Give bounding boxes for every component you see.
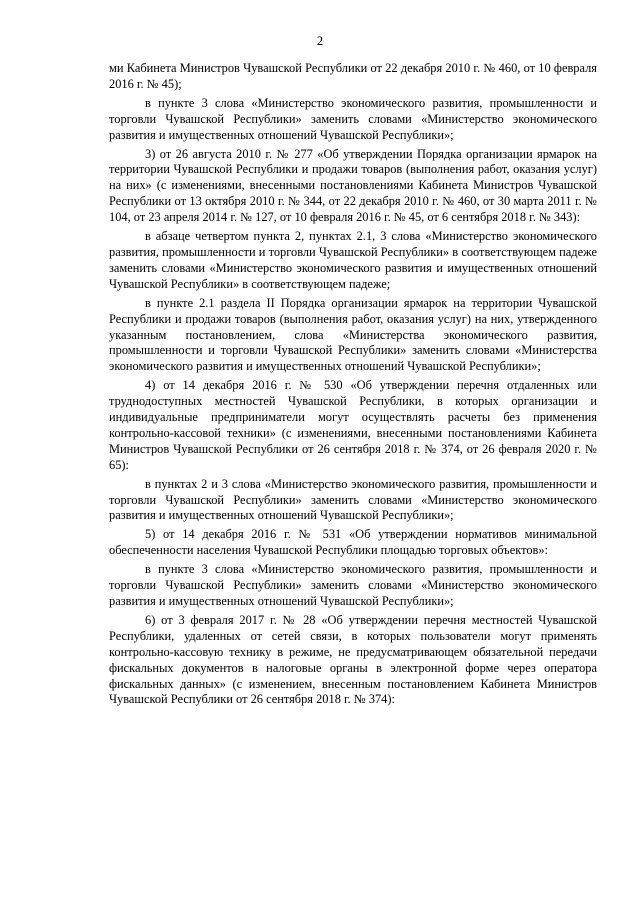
paragraph-continuation: ми Кабинета Министров Чувашской Республики от 22 декабря 2010 г. № 460, от 10 февраля 2016 г. № 45); <box>109 61 597 91</box>
paragraph-item-3: 3) от 26 августа 2010 г. № 277 «Об утверждении Порядка организации ярмарок на территории Чувашской Республики и продажи товаров (выполнения работ, оказания услуг) на них» (с изменениями, внесенными постановлениями Кабинета Министров Чувашской Республики от 13 октября 2010 г. № 344, от 22 декабря 2010 г. № 460, от 30 марта 2011 г. № 104, от 23 апреля 2014 г. № 127, от 10 февраля 2016 г. № 45, от 6 сентября 2018 г. № 343): <box>109 146 597 225</box>
page-number: 2 <box>316 34 324 48</box>
paragraph-item-6: 6) от 3 февраля 2017 г. № 28 «Об утверждении перечня местностей Чувашской Республики, удаленных от сетей связи, в которых пользователи могут применять контрольно-кассовую технику в режиме, не предусматривающем обязательной передачи фискальных документов в налоговые органы в электронной форме через оператора фискальных данных» (с изменением, внесенным постановлением Кабинета Министров Чувашской Республики от 26 сентября 2018 г. № 374): <box>109 612 597 707</box>
document-body <box>109 61 597 708</box>
paragraph-item-3-amendment-b: в пункте 2.1 раздела II Порядка организации ярмарок на территории Чувашской Республики и продажи товаров (выполнения работ, оказания услуг) на них, утвержденного указанным постановлением, слова «Министерства экономического развития, промышленности и торговли Чувашской Республики» заменить словами «Министерства экономического развития и имущественных отношений Чувашской Республики»; <box>109 295 597 374</box>
paragraph-item-4: 4) от 14 декабря 2016 г. № 530 «Об утверждении перечня отдаленных или труднодоступных местностей Чувашской Республики, в которых организации и индивидуальные предприниматели могут осуществлять расчеты без применения контрольно-кассовой техники» (с изменениями, внесенными постановлениями Кабинета Министров Чувашской Республики от 26 сентября 2018 г. № 374, от 26 февраля 2020 г. № 65): <box>109 378 597 472</box>
paragraph-item-2-amendment: в пункте 3 слова «Министерство экономического развития, промышленности и торговли Чувашской Республики» заменить словами «Министерство экономического развития и имущественных отношений Чувашской Республики»; <box>109 95 597 142</box>
paragraph-item-3-amendment-a: в абзаце четвертом пункта 2, пунктах 2.1, 3 слова «Министерство экономического развития, промышленности и торговли Чувашской Республики» в соответствующем падеже заменить словами «Министерство экономического развития и имущественных отношений Чувашской Республики» в соответствующем падеже; <box>109 229 597 291</box>
paragraph-item-5-amendment: в пункте 3 слова «Министерство экономического развития, промышленности и торговли Чувашской Республики» заменить словами «Министерство экономического развития и имущественных отношений Чувашской Республики»; <box>109 562 597 608</box>
paragraph-item-5: 5) от 14 декабря 2016 г. № 531 «Об утверждении нормативов минимальной обеспеченности населения Чувашской Республики площадью торговых объектов»: <box>109 527 597 558</box>
paragraph-item-4-amendment: в пунктах 2 и 3 слова «Министерство экономического развития, промышленности и торговли Чувашской Республики» заменить словами «Министерство экономического развития и имущественных отношений Чувашской Республики»; <box>109 476 597 523</box>
